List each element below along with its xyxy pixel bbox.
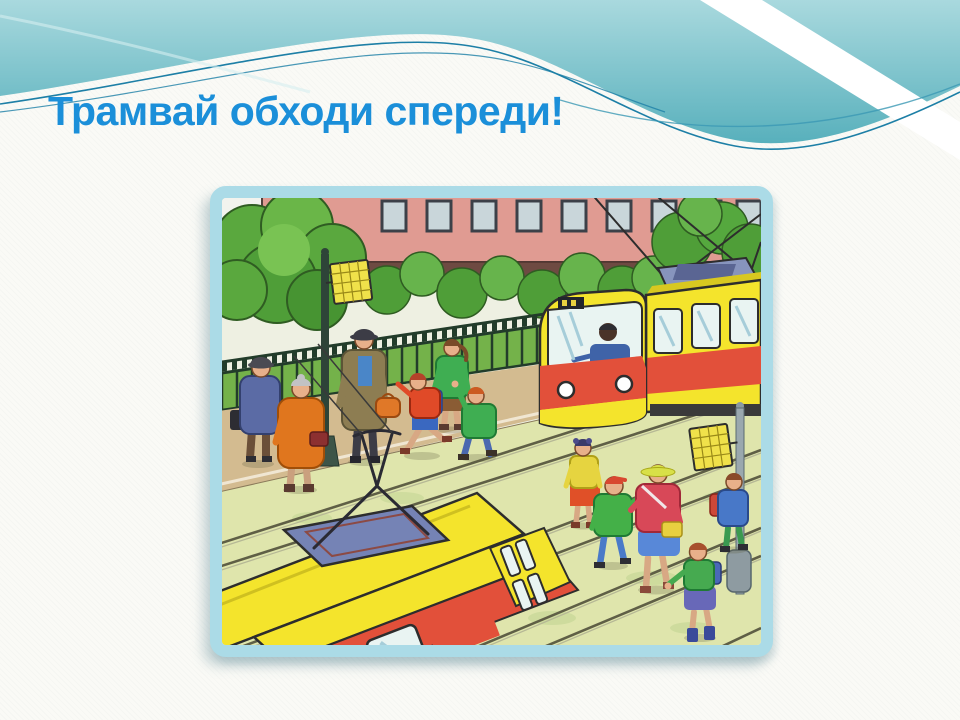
route-number-digit (571, 300, 576, 306)
illustration-frame (210, 186, 773, 657)
trash-bin (727, 550, 751, 592)
slide-title: Трамвай обходи спереди! (48, 88, 564, 134)
tram-headlight (616, 376, 632, 392)
illustration (222, 198, 761, 645)
tram-headlight (558, 382, 574, 398)
route-number-digit (562, 300, 567, 306)
